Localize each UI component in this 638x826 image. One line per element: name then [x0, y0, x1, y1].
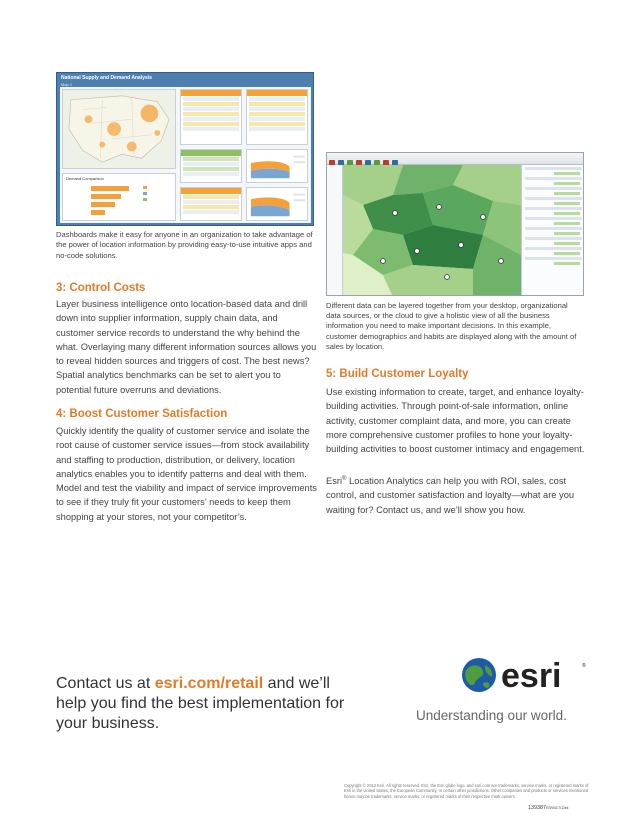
dashboard-screenshot: [56, 72, 314, 226]
body-boost-satisfaction: Quickly identify the quality of customer service and isolate the root cause of customer service issues—from stock availability and staffing to production, distribution, or delivery, location analytics enables you to identify patterns and deal with them. Model and test the viability and impact of service improvements to see if they truly fit your customers’ needs to keep them shopping at your stores, not your competitor’s.: [56, 426, 317, 522]
body-build-loyalty: Use existing information to create, target, and enhance loyalty-building activities. Through point-of-sale information, online activity, customer complaint data, and more, you can create more comprehensive customer profiles to hone your loyalty-building activities to boost customer intimacy and engagement.: [326, 387, 585, 455]
tagline: Understanding our world.: [416, 708, 567, 723]
esri-retail-link[interactable]: esri.com/retail: [154, 675, 264, 692]
document-code: [528, 805, 568, 811]
demand-comparison-panel: [62, 173, 176, 221]
dashboard-table-1: [180, 89, 242, 145]
map-screenshot: [326, 152, 584, 296]
dashboard-title: National Supply and Demand Analysis: [61, 75, 152, 81]
heading-boost-satisfaction: 4: Boost Customer Satisfaction: [56, 408, 228, 420]
dashboard-area-chart-1: [246, 149, 308, 183]
heading-build-loyalty: 5: Build Customer Loyalty: [326, 368, 469, 380]
dashboard-body: [60, 87, 311, 223]
dashboard-caption: Dashboards make it easy for anyone in an organization to take advantage of the power of location information by providing easy-to-use intuitive apps and no-code solutions.: [56, 230, 313, 260]
heading-control-costs: 3: Control Costs: [56, 282, 146, 294]
map-table-of-contents: [327, 165, 343, 296]
body-control-costs: Layer business intelligence onto location-based data and drill down into supplier information, supply chain data, and customer service records to understand the why behind the what. Overlaying many different information sources allows you to reveal hidden sources and triggers of cost. The best news? Spatial analytics benchmarks can be set to alert you to potential future overruns and deviations.: [56, 299, 317, 395]
body-build-loyalty-cta: [326, 472, 588, 517]
document-code-suffix: ESRI4C7/13ek: [546, 806, 569, 810]
registered-mark: ®: [342, 476, 347, 482]
map-attribute-panel: [521, 165, 584, 296]
copyright-notice: Copyright © 2013 Esri. All rights reserved. Esri, the Esri globe logo, and esri.com are trademarks, service marks, or registered marks of Esri in the United States, the European Community, or certain other jurisdictions. Other companies and products or services mentioned herein may be trademarks, service marks, or registered marks of their respective mark owners.: [344, 783, 589, 799]
brand-name: Esri: [326, 476, 343, 487]
esri-logo: [459, 655, 589, 695]
esri-wordmark: esri: [501, 657, 562, 695]
choropleth-map: [343, 165, 521, 296]
dashboard-table-4: [180, 187, 242, 221]
cta-prefix: Contact us at: [56, 675, 155, 692]
demand-comparison-title: Demand Comparison: [66, 176, 104, 181]
dashboard-mini-map: [62, 89, 176, 169]
contact-call-to-action: [56, 674, 346, 734]
esri-globe-icon: [459, 655, 589, 695]
document-code-number: 139387: [528, 805, 546, 811]
svg-text:®: ®: [582, 663, 586, 669]
body-build-loyalty-cta-text: Location Analytics can help you with ROI, sales, cost control, and customer satisfaction and loyalty—what are you waiting for? Contact us, and we’ll show you how.: [326, 476, 575, 515]
dashboard-table-2: [246, 89, 308, 145]
cta-rest: and we’ll help you find the best implementation for your business.: [56, 675, 345, 732]
map-toolbar: [327, 153, 583, 165]
dashboard-table-3: [180, 149, 242, 183]
dashboard-area-chart-2: [246, 187, 308, 221]
dashboard-map-label: Map 1: [61, 82, 73, 87]
map-caption: Different data can be layered together from your desktop, organizational data sources, or the cloud to give a holistic view of all the business information you need to make important decisions. In this example, customer demographics and habits are displayed along with the amount of sales by location.: [326, 301, 577, 351]
